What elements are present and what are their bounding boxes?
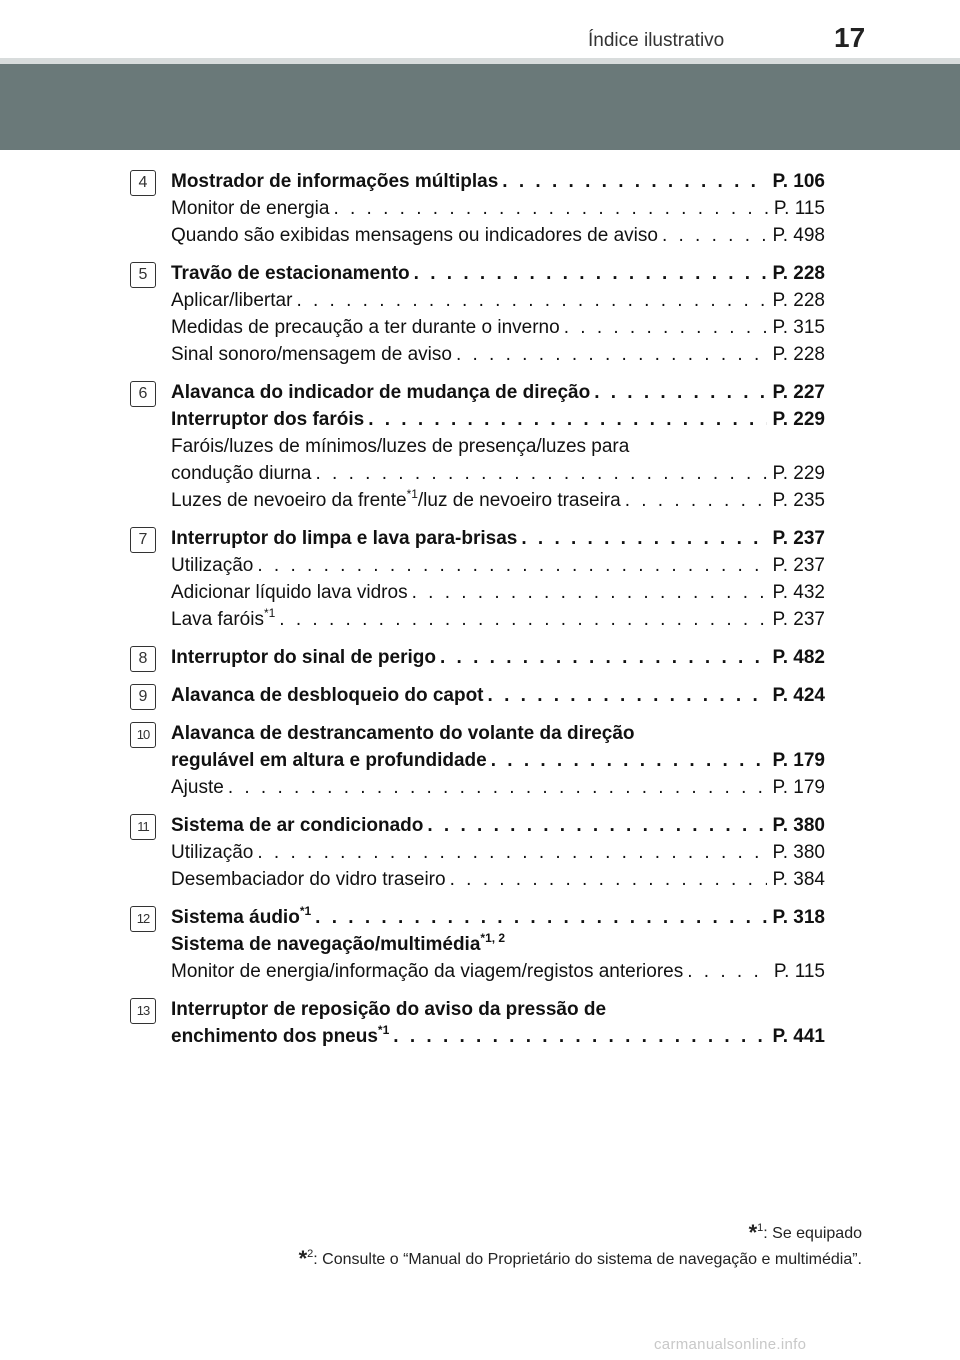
index-entry[interactable]	[171, 720, 825, 747]
leader-dots	[414, 260, 767, 287]
leader-dots	[687, 958, 768, 985]
page-reference: P. 179	[772, 750, 825, 771]
leader-dots	[296, 287, 766, 314]
section-number-badge: 8	[130, 646, 156, 672]
leader-dots	[279, 606, 766, 633]
index-entry[interactable]	[171, 525, 825, 552]
entry-label: Monitor de energia/informação da viagem/registos anteriores	[171, 961, 684, 982]
entry-label: Adicionar líquido lava vidros	[171, 582, 408, 603]
entry-label: Luzes de nevoeiro da frente$^{*1}$/luz de nevoeiro traseira	[171, 487, 621, 511]
entry-label: enchimento dos pneus$^{*1}$	[171, 1023, 390, 1047]
page-reference: P. 228	[772, 263, 825, 284]
index-section	[130, 904, 830, 985]
section-number-badge: 5	[130, 262, 156, 288]
leader-dots	[315, 904, 766, 931]
leader-dots	[488, 682, 767, 709]
entry-label: condução diurna	[171, 463, 312, 484]
leader-dots	[316, 460, 767, 487]
leader-dots	[502, 168, 766, 195]
page-reference: P. 441	[772, 1026, 825, 1047]
page-reference: P. 106	[772, 171, 825, 192]
index-entry[interactable]	[171, 260, 825, 287]
index-entry[interactable]	[171, 996, 825, 1023]
section-number-badge: 9	[130, 684, 156, 710]
entry-label: Lava faróis$^{*1}$	[171, 606, 276, 630]
leader-dots	[594, 379, 766, 406]
entry-label: Alavanca do indicador de mudança de direção	[171, 382, 591, 403]
page-reference: P. 380	[772, 815, 825, 836]
index-entry[interactable]	[171, 406, 825, 433]
index-entry[interactable]	[171, 606, 825, 633]
leader-dots	[257, 552, 766, 579]
index-section	[130, 379, 830, 514]
page-reference: P. 228	[772, 290, 825, 311]
index-entry[interactable]	[171, 314, 825, 341]
footnote-marker: *1	[263, 606, 276, 620]
page-reference: P. 237	[772, 555, 825, 576]
footnote: *$^1$: Se equipado	[748, 1220, 862, 1245]
leader-dots	[368, 406, 766, 433]
leader-dots	[662, 222, 767, 249]
footnote-marker: *1	[406, 487, 418, 501]
index-entry[interactable]	[171, 866, 825, 893]
leader-dots	[427, 812, 766, 839]
footnotes	[299, 1220, 862, 1272]
index-entry[interactable]	[171, 839, 825, 866]
index-entry[interactable]	[171, 433, 825, 460]
entry-label: Interruptor dos faróis	[171, 409, 365, 430]
entry-label: Interruptor do limpa e lava para-brisas	[171, 528, 518, 549]
leader-dots	[257, 839, 766, 866]
entry-label: Sinal sonoro/mensagem de aviso	[171, 344, 452, 365]
page-reference: P. 432	[772, 582, 825, 603]
page-reference: P. 179	[772, 777, 825, 798]
footnote-marker: *1	[299, 904, 312, 918]
section-number-badge: 10	[130, 722, 156, 748]
index-section	[130, 682, 830, 709]
index-entry[interactable]	[171, 552, 825, 579]
page-reference: P. 235	[772, 490, 825, 511]
section-number-badge: 7	[130, 527, 156, 553]
entry-label: Utilização	[171, 842, 254, 863]
index-entry[interactable]	[171, 958, 825, 985]
footnote: *$^2$: Consulte o “Manual do Proprietário do sistema de navegação e multimédia”.	[298, 1246, 862, 1271]
leader-dots	[393, 1023, 766, 1050]
index-entry[interactable]	[171, 222, 825, 249]
index-section	[130, 525, 830, 633]
page-reference: P. 315	[772, 317, 825, 338]
page-reference: P. 229	[772, 409, 825, 430]
index-entry[interactable]	[171, 195, 825, 222]
index-entry[interactable]	[171, 487, 825, 514]
index-entry[interactable]	[171, 747, 825, 774]
page-reference: P. 482	[772, 647, 825, 668]
section-number-badge: 11	[130, 814, 156, 840]
entry-label: Sistema de navegação/multimédia$^{*1, 2}$	[171, 931, 506, 955]
section-number-badge: 4	[130, 170, 156, 196]
leader-dots	[456, 341, 767, 368]
index-entry[interactable]	[171, 460, 825, 487]
index-entry[interactable]	[171, 682, 825, 709]
page-reference: P. 498	[772, 225, 825, 246]
index-section	[130, 996, 830, 1050]
index-section	[130, 720, 830, 801]
footnote-marker: *1	[377, 1023, 390, 1037]
entry-label: regulável em altura e profundidade	[171, 750, 487, 771]
leader-dots	[228, 774, 767, 801]
index-entry[interactable]	[171, 1023, 825, 1050]
page-reference: P. 384	[772, 869, 825, 890]
section-number-badge: 6	[130, 381, 156, 407]
section-number-badge: 13	[130, 998, 156, 1024]
page-header	[0, 0, 960, 58]
entry-label: Mostrador de informações múltiplas	[171, 171, 499, 192]
header-band	[0, 64, 960, 150]
page-reference: P. 424	[772, 685, 825, 706]
index-section	[130, 260, 830, 368]
page-reference: P. 229	[772, 463, 825, 484]
leader-dots	[412, 579, 767, 606]
entry-label: Quando são exibidas mensagens ou indicadores de aviso	[171, 225, 658, 246]
entry-label: Alavanca de destrancamento do volante da direção	[171, 723, 635, 744]
entry-label: Faróis/luzes de mínimos/luzes de presença/luzes para	[171, 436, 630, 457]
index-entry[interactable]	[171, 812, 825, 839]
index-entry[interactable]	[171, 341, 825, 368]
entry-label: Utilização	[171, 555, 254, 576]
leader-dots	[440, 644, 767, 671]
leader-dots	[521, 525, 766, 552]
index-entry[interactable]	[171, 644, 825, 671]
index-section	[130, 644, 830, 671]
entry-label: Sistema de ar condicionado	[171, 815, 424, 836]
leader-dots	[625, 487, 767, 514]
leader-dots	[333, 195, 767, 222]
page-number: 17	[834, 22, 866, 53]
page-reference: P. 227	[772, 382, 825, 403]
index-section	[130, 168, 830, 249]
page-reference: P. 237	[772, 528, 825, 549]
leader-dots	[450, 866, 767, 893]
entry-label: Alavanca de desbloqueio do capot	[171, 685, 484, 706]
entry-label: Sistema áudio$^{*1}$	[171, 904, 312, 928]
entry-label: Ajuste	[171, 777, 224, 798]
page-reference: P. 115	[773, 961, 825, 982]
entry-label: Interruptor de reposição do aviso da pressão de	[171, 999, 607, 1020]
section-number-badge: 12	[130, 906, 156, 932]
index-entry[interactable]	[171, 579, 825, 606]
index-list	[130, 168, 830, 1061]
page-reference: P. 115	[773, 198, 825, 219]
index-entry[interactable]	[171, 287, 825, 314]
index-entry[interactable]	[171, 774, 825, 801]
index-entry[interactable]	[171, 379, 825, 406]
index-section	[130, 812, 830, 893]
entry-label: Aplicar/libertar	[171, 290, 293, 311]
entry-label: Travão de estacionamento	[171, 263, 410, 284]
entry-label: Medidas de precaução a ter durante o inverno	[171, 317, 560, 338]
page-reference: P. 318	[772, 907, 825, 928]
header-title: Índice ilustrativo	[588, 30, 725, 51]
entry-label: Interruptor do sinal de perigo	[171, 647, 436, 668]
index-entry[interactable]	[171, 904, 825, 931]
index-entry[interactable]	[171, 931, 825, 958]
watermark: carmanualsonline.info	[654, 1336, 807, 1353]
entry-label: Desembaciador do vidro traseiro	[171, 869, 446, 890]
leader-dots	[491, 747, 767, 774]
page-reference: P. 237	[772, 609, 825, 630]
index-entry[interactable]	[171, 168, 825, 195]
page-reference: P. 380	[772, 842, 825, 863]
footnote-marker: *1, 2	[480, 931, 506, 945]
page-reference: P. 228	[772, 344, 825, 365]
entry-label: Monitor de energia	[171, 198, 330, 219]
leader-dots	[564, 314, 767, 341]
